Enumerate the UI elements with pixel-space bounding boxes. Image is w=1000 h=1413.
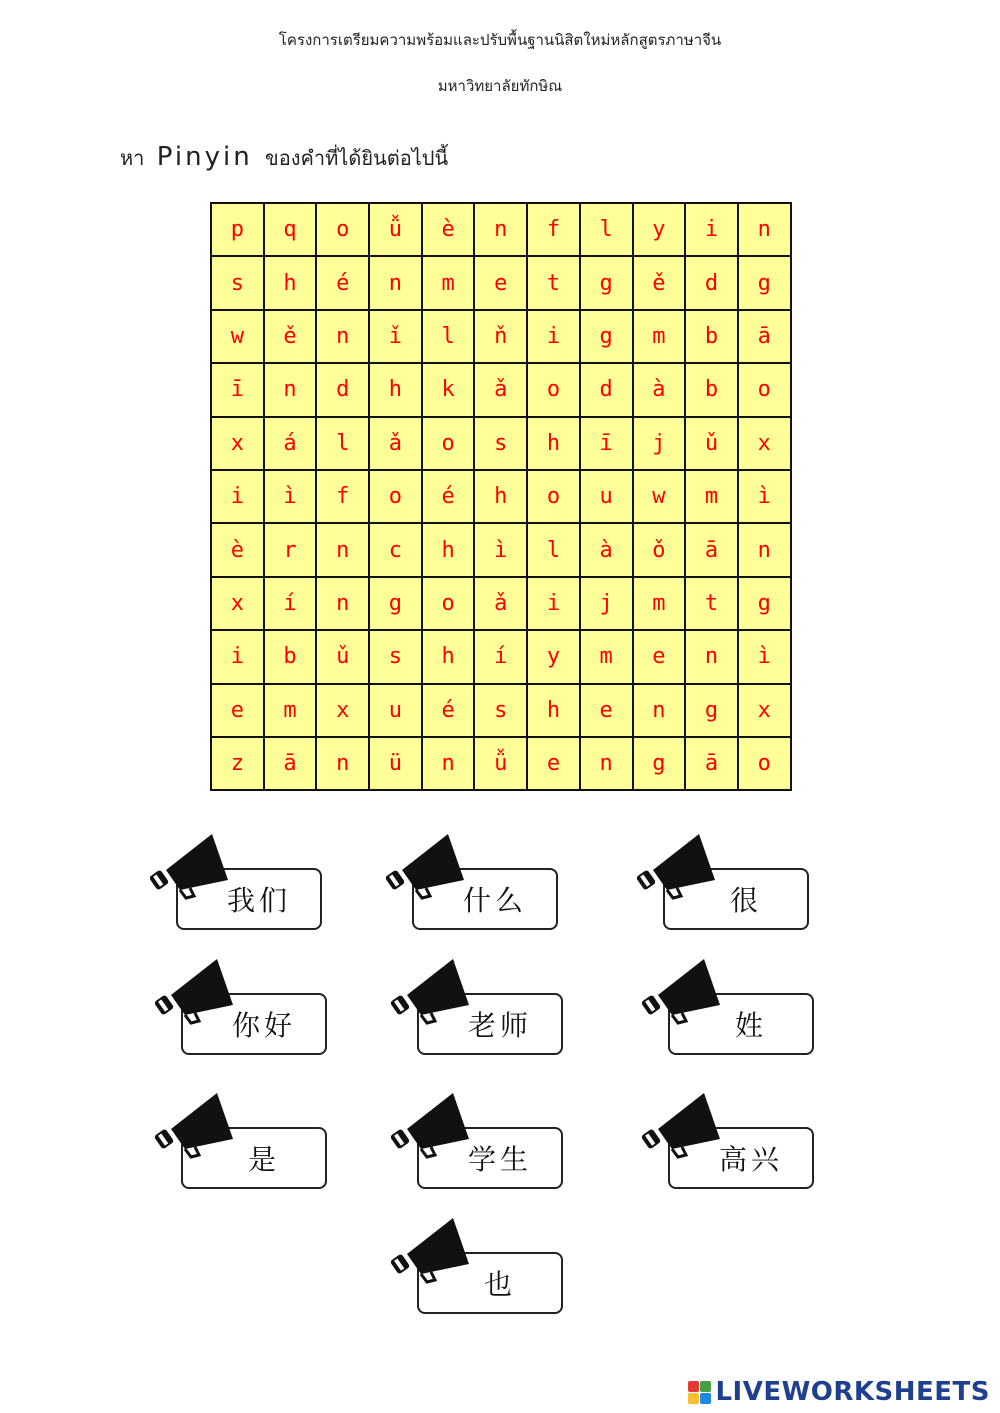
grid-cell[interactable]: ň — [475, 311, 528, 364]
grid-cell[interactable]: n — [370, 257, 423, 310]
grid-cell[interactable]: n — [686, 631, 739, 684]
grid-cell[interactable]: h — [528, 685, 581, 738]
megaphone-icon[interactable] — [155, 957, 245, 1027]
grid-cell[interactable]: ī — [581, 418, 634, 471]
grid-cell[interactable]: i — [528, 311, 581, 364]
grid-cell[interactable]: ǔ — [686, 418, 739, 471]
grid-cell[interactable]: j — [581, 578, 634, 631]
grid-cell[interactable]: h — [370, 364, 423, 417]
brand-name: LIVEWORKSHEETS — [715, 1377, 990, 1407]
grid-cell[interactable]: o — [739, 364, 792, 417]
grid-cell[interactable]: é — [423, 685, 476, 738]
word-card[interactable] — [391, 1091, 581, 1201]
word-search-grid — [210, 202, 792, 791]
grid-cell[interactable]: z — [212, 738, 265, 791]
grid-cell[interactable]: n — [317, 738, 370, 791]
word-label: 你好 — [181, 993, 327, 1055]
grid-cell[interactable]: ǐ — [370, 311, 423, 364]
grid-cell[interactable]: é — [423, 471, 476, 524]
grid-cell[interactable]: n — [475, 204, 528, 257]
word-label: 什么 — [412, 868, 558, 930]
grid-cell[interactable]: i — [528, 578, 581, 631]
grid-cell[interactable]: i — [686, 204, 739, 257]
grid-cell[interactable]: d — [686, 257, 739, 310]
grid-cell[interactable]: n — [265, 364, 318, 417]
grid-cell[interactable]: ā — [265, 738, 318, 791]
grid-cell[interactable]: h — [475, 471, 528, 524]
megaphone-icon[interactable] — [642, 1091, 732, 1161]
grid-cell[interactable]: s — [370, 631, 423, 684]
word-card[interactable] — [391, 957, 581, 1067]
grid-cell[interactable]: b — [686, 311, 739, 364]
grid-cell[interactable]: e — [634, 631, 687, 684]
grid-cell[interactable]: s — [475, 685, 528, 738]
grid-cell[interactable]: g — [581, 311, 634, 364]
grid-cell[interactable]: m — [686, 471, 739, 524]
logo-square — [700, 1381, 711, 1392]
grid-cell[interactable]: o — [423, 418, 476, 471]
grid-cell[interactable]: ì — [475, 524, 528, 577]
word-label: 高兴 — [668, 1127, 814, 1189]
grid-cell[interactable]: ā — [686, 524, 739, 577]
grid-cell[interactable]: m — [423, 257, 476, 310]
grid-cell[interactable]: x — [739, 685, 792, 738]
grid-cell[interactable]: n — [423, 738, 476, 791]
grid-cell[interactable]: g — [634, 738, 687, 791]
word-card[interactable] — [155, 1091, 345, 1201]
grid-cell[interactable]: s — [212, 257, 265, 310]
grid-cell[interactable]: ā — [686, 738, 739, 791]
instruction-suffix: ของคำที่ได้ยินต่อไปนี้ — [265, 146, 449, 170]
grid-cell[interactable]: ǎ — [370, 418, 423, 471]
grid-cell[interactable]: m — [265, 685, 318, 738]
word-label: 我们 — [176, 868, 322, 930]
grid-cell[interactable]: f — [528, 204, 581, 257]
grid-cell[interactable]: x — [212, 418, 265, 471]
grid-cell[interactable]: b — [265, 631, 318, 684]
word-card[interactable] — [155, 957, 345, 1067]
grid-cell[interactable]: ě — [265, 311, 318, 364]
grid-cell[interactable]: g — [739, 578, 792, 631]
grid-cell[interactable]: ǎ — [475, 578, 528, 631]
word-card[interactable] — [642, 1091, 832, 1201]
grid-cell[interactable]: l — [423, 311, 476, 364]
grid-cell[interactable]: g — [686, 685, 739, 738]
brand-logo-icon — [688, 1381, 711, 1404]
grid-cell[interactable]: n — [739, 524, 792, 577]
grid-cell[interactable]: d — [581, 364, 634, 417]
word-label: 姓 — [668, 993, 814, 1055]
grid-cell[interactable]: ā — [739, 311, 792, 364]
grid-cell[interactable]: h — [265, 257, 318, 310]
grid-cell[interactable]: è — [423, 204, 476, 257]
instruction — [120, 142, 448, 174]
grid-cell[interactable]: e — [581, 685, 634, 738]
grid-cell[interactable]: ǎ — [475, 364, 528, 417]
grid-cell[interactable]: ì — [265, 471, 318, 524]
grid-cell[interactable]: l — [581, 204, 634, 257]
grid-cell[interactable]: g — [370, 578, 423, 631]
megaphone-icon[interactable] — [642, 957, 732, 1027]
grid-cell[interactable]: á — [265, 418, 318, 471]
grid-cell[interactable]: p — [212, 204, 265, 257]
grid-cell[interactable]: í — [265, 578, 318, 631]
grid-cell[interactable]: o — [423, 578, 476, 631]
grid-cell[interactable]: x — [317, 685, 370, 738]
grid-cell[interactable]: e — [212, 685, 265, 738]
header-line-1: โครงการเตรียมความพร้อมและปรับพื้นฐานนิสิตใหม่หลักสูตรภาษาจีน — [278, 31, 722, 49]
word-label: 老师 — [417, 993, 563, 1055]
word-label: 很 — [663, 868, 809, 930]
grid-cell[interactable]: g — [739, 257, 792, 310]
grid-cell[interactable]: l — [528, 524, 581, 577]
grid-cell[interactable]: ě — [634, 257, 687, 310]
grid-cell[interactable]: k — [423, 364, 476, 417]
grid-cell[interactable]: s — [475, 418, 528, 471]
grid-cell[interactable]: ǚ — [475, 738, 528, 791]
grid-cell[interactable]: d — [317, 364, 370, 417]
grid-cell[interactable]: i — [212, 471, 265, 524]
megaphone-icon[interactable] — [391, 957, 481, 1027]
grid-cell[interactable]: h — [528, 418, 581, 471]
grid-cell[interactable]: h — [423, 524, 476, 577]
grid-cell[interactable]: h — [423, 631, 476, 684]
grid-cell[interactable]: n — [739, 204, 792, 257]
megaphone-icon[interactable] — [637, 832, 727, 902]
grid-cell[interactable]: à — [634, 364, 687, 417]
brand-footer — [688, 1377, 990, 1407]
word-card[interactable] — [150, 832, 340, 942]
word-card[interactable] — [386, 832, 576, 942]
grid-cell[interactable]: n — [634, 685, 687, 738]
grid-cell[interactable]: í — [475, 631, 528, 684]
word-label: 是 — [181, 1127, 327, 1189]
grid-cell[interactable]: w — [212, 311, 265, 364]
megaphone-icon[interactable] — [150, 832, 240, 902]
header-line-2: มหาวิทยาลัยทักษิณ — [437, 77, 563, 95]
megaphone-icon[interactable] — [391, 1091, 481, 1161]
grid-cell[interactable]: g — [581, 257, 634, 310]
grid-cell[interactable]: q — [265, 204, 318, 257]
grid-cell[interactable]: ǚ — [370, 204, 423, 257]
grid-cell[interactable]: n — [581, 738, 634, 791]
grid-cell[interactable]: l — [317, 418, 370, 471]
logo-square — [688, 1381, 699, 1392]
grid-cell[interactable]: w — [634, 471, 687, 524]
grid-cell[interactable]: ǒ — [634, 524, 687, 577]
logo-square — [700, 1393, 711, 1404]
grid-cell[interactable]: n — [317, 524, 370, 577]
instruction-prefix: หา — [120, 146, 145, 170]
megaphone-icon[interactable] — [391, 1216, 481, 1286]
grid-cell[interactable]: m — [634, 311, 687, 364]
grid-cell[interactable]: à — [581, 524, 634, 577]
word-card[interactable] — [637, 832, 827, 942]
grid-cell[interactable]: è — [212, 524, 265, 577]
grid-cell[interactable]: o — [528, 364, 581, 417]
grid-cell[interactable]: t — [686, 578, 739, 631]
grid-cell[interactable]: é — [317, 257, 370, 310]
grid-cell[interactable]: b — [686, 364, 739, 417]
grid-cell[interactable]: x — [739, 418, 792, 471]
grid-cell[interactable]: o — [317, 204, 370, 257]
grid-cell[interactable]: ì — [739, 631, 792, 684]
grid-cell[interactable]: u — [370, 685, 423, 738]
word-card[interactable] — [391, 1216, 581, 1326]
logo-square — [688, 1393, 699, 1404]
grid-cell[interactable]: r — [265, 524, 318, 577]
grid-cell[interactable]: m — [634, 578, 687, 631]
grid-cell[interactable]: m — [581, 631, 634, 684]
grid-cell[interactable]: o — [370, 471, 423, 524]
grid-cell[interactable]: y — [634, 204, 687, 257]
grid-cell[interactable]: y — [528, 631, 581, 684]
grid-cell[interactable]: e — [475, 257, 528, 310]
grid-cell[interactable]: n — [317, 578, 370, 631]
grid-cell[interactable]: e — [528, 738, 581, 791]
grid-cell[interactable]: u — [581, 471, 634, 524]
grid-cell[interactable]: i — [212, 631, 265, 684]
grid-cell[interactable]: c — [370, 524, 423, 577]
grid-cell[interactable]: ǔ — [317, 631, 370, 684]
megaphone-icon[interactable] — [155, 1091, 245, 1161]
grid-cell[interactable]: x — [212, 578, 265, 631]
word-card[interactable] — [642, 957, 832, 1067]
grid-cell[interactable]: j — [634, 418, 687, 471]
word-label: 也 — [417, 1252, 563, 1314]
grid-cell[interactable]: n — [317, 311, 370, 364]
grid-cell[interactable]: ī — [212, 364, 265, 417]
word-label: 学生 — [417, 1127, 563, 1189]
grid-cell[interactable]: ì — [739, 471, 792, 524]
grid-cell[interactable]: f — [317, 471, 370, 524]
grid-cell[interactable]: o — [739, 738, 792, 791]
instruction-keyword: Pinyin — [156, 142, 253, 172]
grid-cell[interactable]: t — [528, 257, 581, 310]
grid-cell[interactable]: ü — [370, 738, 423, 791]
grid-cell[interactable]: o — [528, 471, 581, 524]
megaphone-icon[interactable] — [386, 832, 476, 902]
